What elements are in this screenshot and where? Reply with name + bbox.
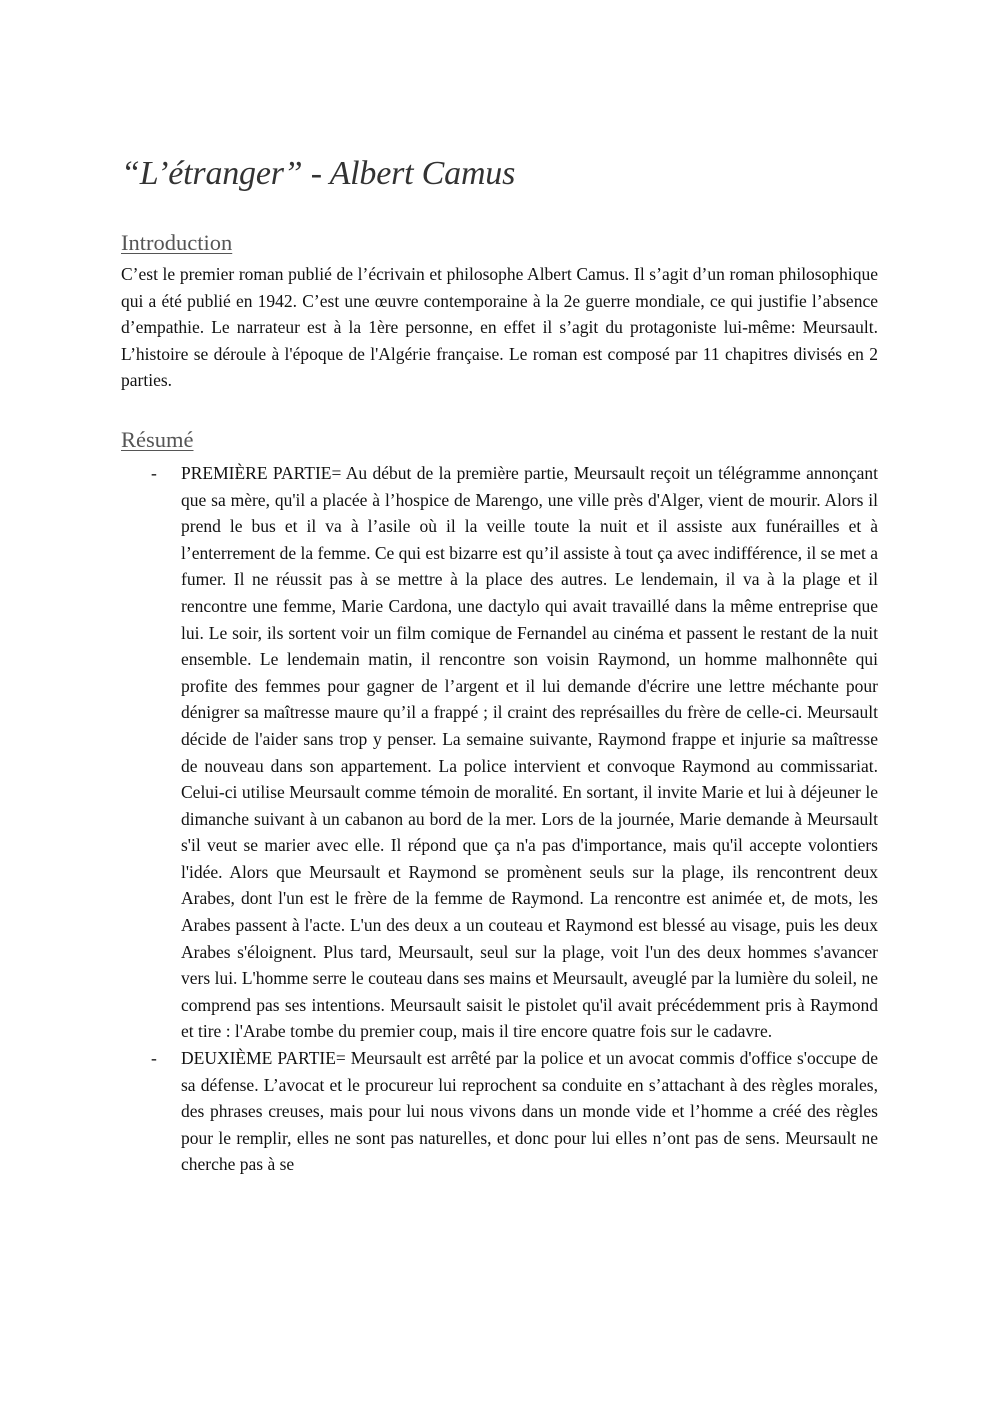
list-bullet: - — [151, 462, 157, 483]
introduction-paragraph: C’est le premier roman publié de l’écrivain et philosophe Albert Camus. Il s’agit d’un roman philosophique qui a été publié en 1942. C’est une œuvre contemporaine à la 2e guerre mondiale, ce qui justifie l’absence d’empathie. Le narrateur est à la 1ère personne, en effet il s’agit du protagoniste lui-même: Meursault. L’histoire se déroule à l'époque de l'Algérie française. Le roman est composé par 11 chapitres divisés en 2 parties. — [121, 264, 878, 391]
list-bullet: - — [151, 1048, 157, 1069]
list-item-premiere-partie — [121, 460, 878, 1045]
document-title: “L’étranger” - Albert Camus — [121, 155, 516, 192]
section-heading-resume: Résumé — [121, 426, 194, 452]
list-item-text: DEUXIÈME PARTIE= Meursault est arrêté par la police et un avocat commis d'office s'occupe de sa défense. L’avocat et le procureur lui reprochent sa conduite en s’attachant à des règles morales, des phrases creuses, mais pour lui nous vivons dans un monde vide et l’homme a créé des règles pour le remplir, elles ne sont pas naturelles, et donc pour lui elles n’ont pas de sens. Meursault ne cherche pas à se — [181, 1048, 878, 1175]
list-item-deuxieme-partie — [121, 1045, 878, 1178]
section-heading-introduction: Introduction — [121, 230, 233, 255]
list-item-text: PREMIÈRE PARTIE= Au début de la première partie, Meursault reçoit un télégramme annonçant que sa mère, qu'il a placée à l’hospice de Marengo, une ville près d'Alger, vient de mourir. Alors il prend le bus et il va à l’asile où il la veille toute la nuit et il assiste aux funérailles et à l’enterrement de la femme. Ce qui est bizarre est qu’il assiste à tout ça avec indifférence, il se met a fumer. Il ne réussit pas à se mettre à la place des autres. Le lendemain, il va à la plage et il rencontre une femme, Marie Cardona, une dactylo qui avait travaillé dans la même entreprise que lui. Le soir, ils sortent voir un film comique de Fernandel au cinéma et passent le restant de la nuit ensemble. Le lendemain matin, il rencontre son voisin Raymond, un homme malhonnête qui profite des femmes pour gagner de l’argent et il lui demande d'écrire une lettre méchante pour dénigrer sa maîtresse maure qu’il a frappé ; il craint des représailles du frère de celle-ci. Meursault décide de l'aider sans trop y penser. La semaine suivante, Raymond frappe et injurie sa maîtresse de nouveau dans son appartement. La police intervient et convoque Raymond au commissariat. Celui-ci utilise Meursault comme témoin de moralité. En sortant, il invite Marie et lui à déjeuner le dimanche suivant à un cabanon au bord de la mer. Lors de la journée, Marie demande à Meursault s'il veut se marier avec elle. Il répond que ça n'a pas d'importance, mais qu'il accepte volontiers l'idée. Alors que Meursault et Raymond se promènent seuls sur la plage, ils rencontrent deux Arabes, dont l'un est le frère de la femme de Raymond. La rencontre est animée et, de mots, les Arabes passent à l'acte. L'un des deux a un couteau et Raymond est blessé au visage, puis les deux Arabes s'éloignent. Plus tard, Meursault, seul sur la plage, voit l'un des deux hommes s'avancer vers lui. L'homme serre le couteau dans ses mains et Meursault, aveuglé par la lumière du soleil, ne comprend pas ses intentions. Meursault saisit le pistolet qu'il avait précédemment pris à Raymond et tire : l'Arabe tombe du premier coup, mais il tire encore quatre fois sur le cadavre. — [181, 462, 878, 1042]
summary-list — [121, 460, 878, 1178]
document-page — [121, 150, 878, 1178]
